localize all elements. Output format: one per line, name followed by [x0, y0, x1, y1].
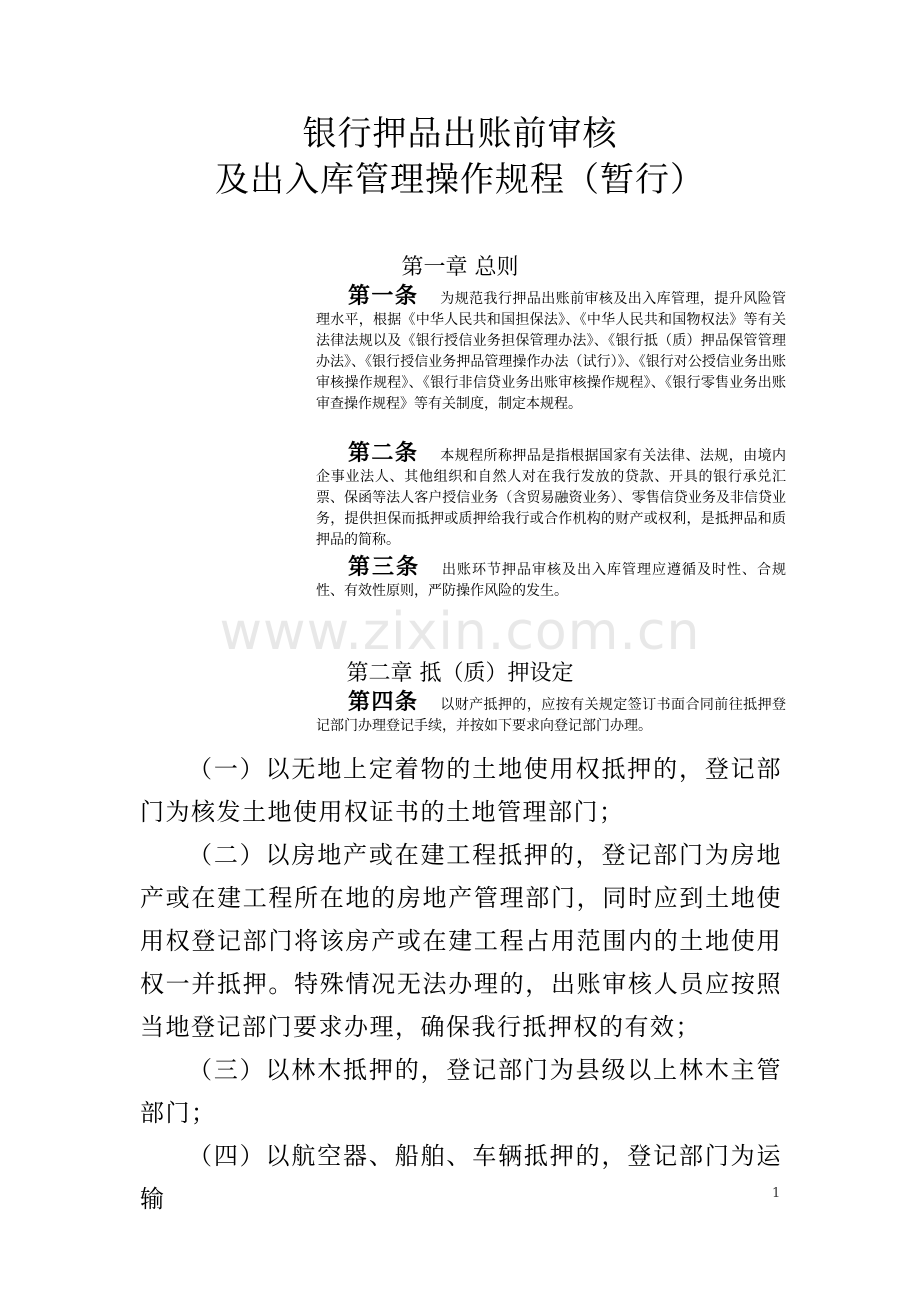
article-2-text: 本规程所称押品是指根据国家有关法律、法规，由境内企事业法人、其他组织和自然人对在我行发放的贷款、开具的银行承兑汇票、保函等法人客户授信业务（含贸易融资业务）、零售信贷业务及非信贷业务，提供担保而抵押或质押给我行或合作机构的财产或权利，是抵押品和质押品的简称。	[316, 448, 786, 548]
article-1-label: 第一条	[348, 283, 419, 309]
item-4: （四）以航空器、船舶、车辆抵押的，登记部门为运输	[140, 1142, 782, 1213]
document-title-line1: 银行押品出账前审核	[302, 114, 618, 154]
article-3-label: 第三条	[348, 554, 420, 580]
chapter-heading-2: 第二章 抵（质）押设定	[346, 661, 574, 686]
article-3-text: 出账环节押品审核及出入库管理应遵循及时性、合规性、有效性原则，严防操作风险的发生。	[316, 562, 786, 599]
item-1: （一）以无地上定着物的土地使用权抵押的，登记部门为核发土地使用权证书的土地管理部门；	[140, 755, 782, 826]
article-1-text: 为规范我行押品出账前审核及出入库管理，提升风险管理水平，根据《中华人民共和国担保法》、《中华人民共和国物权法》等有关法律法规以及《银行授信业务担保管理办法》、《银行抵（质）押品保管管理办法》、《银行授信业务押品管理操作办法（试行）》、《银行对公授信业务出账审核操作规程》、《银行非信贷业务出账审核操作规程》、《银行零售业务出账审查操作规程》等有关制度，制定本规程。	[316, 291, 786, 412]
article-2-label: 第二条	[348, 440, 419, 466]
article-1	[316, 283, 786, 415]
item-2: （二）以房地产或在建工程抵押的，登记部门为房地产或在建工程所在地的房地产管理部门，同时应到土地使用权登记部门将该房产或在建工程占用范围内的土地使用权一并抵押。特殊情况无法办理的，出账审核人员应按照当地登记部门要求办理，确保我行抵押权的有效；	[140, 841, 782, 1041]
article-3	[316, 554, 786, 602]
article-4-items	[140, 748, 782, 1221]
watermark-text: www.zixin.com.cn	[219, 602, 701, 662]
article-2	[316, 440, 786, 551]
article-4-label: 第四条	[348, 689, 419, 715]
chapter-heading-1: 第一章 总则	[401, 255, 519, 280]
item-3: （三）以林木抵押的，登记部门为县级以上林木主管部门；	[140, 1056, 782, 1127]
document-title-line2: 及出入库管理操作规程（暂行）	[215, 160, 705, 200]
page-number: 1	[772, 1186, 781, 1201]
article-4	[316, 689, 786, 737]
article-4-text: 以财产抵押的，应按有关规定签订书面合同前往抵押登记部门办理登记手续，并按如下要求向登记部门办理。	[316, 697, 786, 734]
